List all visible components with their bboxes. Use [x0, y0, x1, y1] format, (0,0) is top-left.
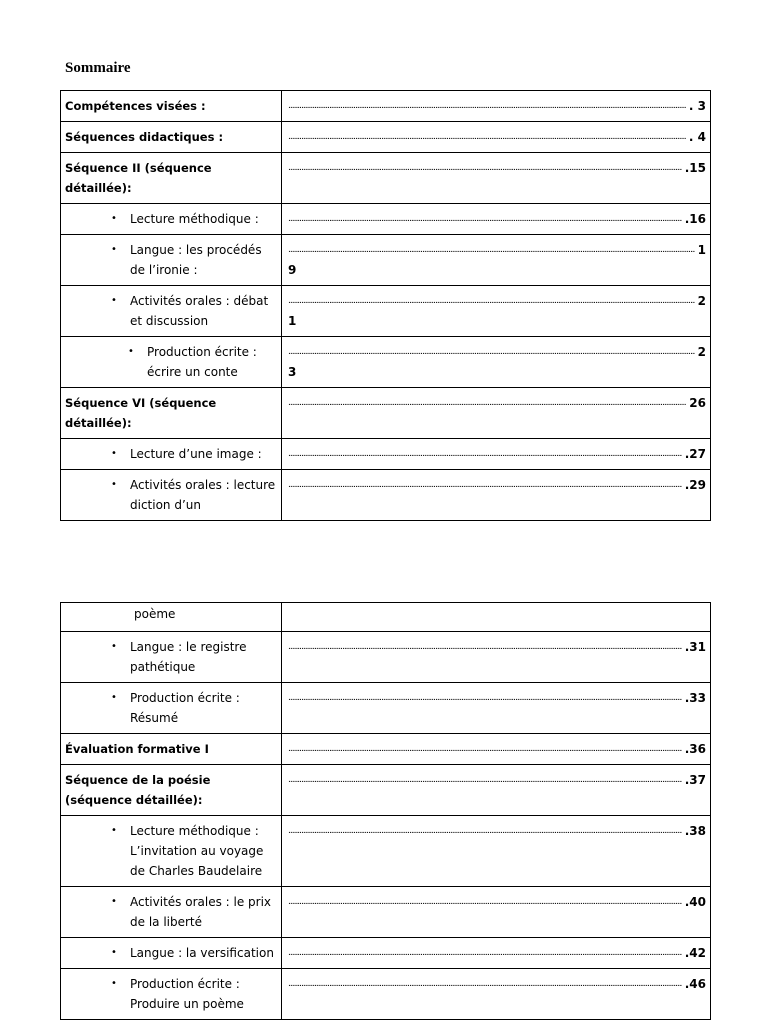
toc-label: • Lecture méthodique :: [61, 204, 281, 234]
leader-dots: [288, 96, 686, 116]
toc-page-cell: [282, 470, 711, 521]
leader-dots: [288, 127, 686, 147]
toc-row: [61, 734, 711, 765]
leader-dots: [288, 291, 695, 311]
toc-row: [61, 683, 711, 734]
toc-page-number: 26: [689, 396, 706, 410]
toc-label-continued: poème: [134, 607, 176, 621]
toc-page-number: .42: [684, 946, 706, 960]
toc-label: • Production écrite : Résumé: [61, 683, 281, 733]
toc-row: [61, 439, 711, 470]
toc-page-number-wrap: 3: [288, 365, 297, 379]
toc-label-cell: [61, 388, 282, 439]
toc-page-cell: [282, 204, 711, 235]
leader-dots: [288, 770, 682, 790]
toc-label: • Lecture méthodique : L’invitation au voyage de Charles Baudelaire: [61, 816, 281, 886]
toc-label-cell: [61, 122, 282, 153]
toc-page-number: [282, 603, 710, 613]
toc-page-number: 2: [697, 294, 706, 308]
toc-page-cell: [282, 235, 711, 286]
toc-label-cell: [61, 286, 282, 337]
toc-row: [61, 470, 711, 521]
leader-dots: [288, 974, 682, 994]
toc-row: [61, 204, 711, 235]
toc-page-number: .37: [684, 773, 706, 787]
toc-label: • Activités orales : lecture diction d’un: [61, 470, 281, 520]
leader-dots: [288, 444, 682, 464]
toc-page-cell: [282, 632, 711, 683]
leader-dots: [288, 158, 682, 178]
toc-page-cell: [282, 734, 711, 765]
toc-row: [61, 816, 711, 887]
toc-row: [61, 153, 711, 204]
toc-row: [61, 122, 711, 153]
toc-label-cell: [61, 91, 282, 122]
toc-row: [61, 887, 711, 938]
toc-row: [61, 765, 711, 816]
toc-label-cell: [61, 765, 282, 816]
toc-label: • Activités orales : le prix de la liberté: [61, 887, 281, 937]
toc-page-cell: [282, 153, 711, 204]
toc-label-cell: [61, 887, 282, 938]
toc-page-cell: [282, 91, 711, 122]
toc-page-number: .33: [684, 691, 706, 705]
toc-label-cell: [61, 337, 282, 388]
toc-page-number: . 4: [688, 130, 706, 144]
page-title: Sommaire: [65, 60, 131, 76]
toc-label: • Lecture d’une image :: [61, 439, 281, 469]
toc-page-number: .16: [684, 212, 706, 226]
toc-label: Séquence VI (séquence détaillée):: [65, 396, 217, 430]
toc-table-1: [60, 90, 711, 521]
toc-table-2: [60, 602, 711, 1020]
toc-label-cell: [61, 470, 282, 521]
toc-page-cell: [282, 388, 711, 439]
leader-dots: [288, 209, 682, 229]
leader-dots: [288, 688, 682, 708]
leader-dots: [288, 892, 682, 912]
toc-label-cell: [61, 153, 282, 204]
toc-page-cell: [282, 603, 711, 632]
toc-label-cell: [61, 969, 282, 1020]
toc-label-cell: [61, 439, 282, 470]
toc-row: [61, 337, 711, 388]
toc-page-number-wrap: 1: [288, 314, 297, 328]
toc-page-number: .40: [684, 895, 706, 909]
toc-page-cell: [282, 887, 711, 938]
leader-dots: [288, 342, 695, 362]
toc-page-number: .31: [684, 640, 706, 654]
leader-dots: [288, 637, 682, 657]
toc-page-number: . 3: [688, 99, 706, 113]
leader-dots: [288, 739, 682, 759]
toc-label-cell: [61, 816, 282, 887]
toc-page-number: .27: [684, 447, 706, 461]
toc-page-number: .46: [684, 977, 706, 991]
toc-label-cell: [61, 938, 282, 969]
toc-row: [61, 91, 711, 122]
toc-page-cell: [282, 969, 711, 1020]
toc-label: • Activités orales : débat et discussion: [61, 286, 281, 336]
toc-label-cell: [61, 204, 282, 235]
toc-page-cell: [282, 439, 711, 470]
leader-dots: [288, 240, 695, 260]
toc-label: Évaluation formative I: [65, 742, 209, 756]
toc-page-number: 2: [697, 345, 706, 359]
toc-page-cell: [282, 765, 711, 816]
toc-label-cell: [61, 235, 282, 286]
toc-page-number: .38: [684, 824, 706, 838]
toc-label-cell: [61, 683, 282, 734]
toc-page-cell: [282, 122, 711, 153]
toc-page-cell: [282, 816, 711, 887]
toc-label: Compétences visées :: [65, 99, 206, 113]
toc-row: [61, 938, 711, 969]
toc-label: • Langue : le registre pathétique: [61, 632, 281, 682]
toc-row: [61, 388, 711, 439]
leader-dots: [288, 475, 682, 495]
toc-label-cell: [61, 632, 282, 683]
toc-row: [61, 235, 711, 286]
toc-page-number: .36: [684, 742, 706, 756]
leader-dots: [288, 393, 686, 413]
leader-dots: [288, 943, 682, 963]
toc-page-number-wrap: 9: [288, 263, 297, 277]
toc-page-number: 1: [697, 243, 706, 257]
toc-page-cell: [282, 286, 711, 337]
toc-label-cell: [61, 603, 282, 632]
toc-row: [61, 286, 711, 337]
toc-page-cell: [282, 938, 711, 969]
toc-label: Séquence de la poésie (séquence détaillée):: [65, 773, 211, 807]
toc-label: • Langue : la versification: [61, 938, 281, 968]
toc-page-number: .15: [684, 161, 706, 175]
toc-label: • Production écrite : Produire un poème: [61, 969, 281, 1019]
toc-label: • Langue : les procédés de l’ironie :: [61, 235, 281, 285]
leader-dots: [288, 821, 682, 841]
toc-page-cell: [282, 337, 711, 388]
toc-page-number: .29: [684, 478, 706, 492]
toc-label-cell: [61, 734, 282, 765]
toc-page-cell: [282, 683, 711, 734]
toc-label: • Production écrite : écrire un conte: [61, 337, 281, 387]
toc-row: [61, 603, 711, 632]
toc-row: [61, 969, 711, 1020]
toc-label: Séquences didactiques :: [65, 130, 224, 144]
toc-row: [61, 632, 711, 683]
toc-label: Séquence II (séquence détaillée):: [65, 161, 212, 195]
